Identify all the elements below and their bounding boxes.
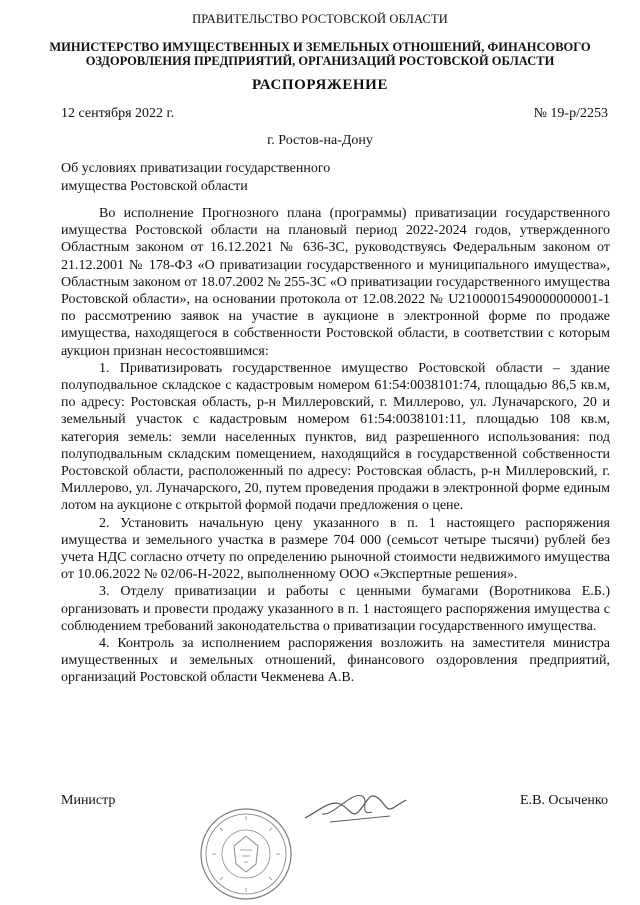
official-seal-stamp: [198, 806, 294, 902]
document-subject: [61, 160, 381, 195]
subject-line-2: имущества Ростовской области: [61, 178, 248, 194]
ministry-line-1: МИНИСТЕРСТВО ИМУЩЕСТВЕННЫХ И ЗЕМЕЛЬНЫХ ОТНОШЕНИЙ, ФИНАНСОВОГО: [49, 40, 591, 54]
document-city: г. Ростов-на-Дону: [267, 133, 373, 148]
ministry-header: [40, 40, 600, 68]
signatory-title: Министр: [61, 793, 116, 808]
document-date: 12 сентября 2022 г.: [61, 106, 175, 121]
subject-line-1: Об условиях приватизации государственного: [61, 161, 331, 176]
clause-4-paragraph: 4. Контроль за исполнением распоряжения возложить на заместителя министра имущественных и земельных отношений, финансового оздоровления предприятий, организаций Ростовской области Чекменева А.В.: [61, 636, 610, 686]
ministry-line-2: ОЗДОРОВЛЕНИЯ ПРЕДПРИЯТИЙ, ОРГАНИЗАЦИЙ РОСТОВСКОЙ ОБЛАСТИ: [85, 54, 555, 68]
document-type-title: РАСПОРЯЖЕНИЕ: [251, 77, 389, 93]
document-number: № 19-р/2253: [533, 106, 608, 121]
government-header: ПРАВИТЕЛЬСТВО РОСТОВСКОЙ ОБЛАСТИ: [192, 12, 448, 26]
clause-2-paragraph: 2. Установить начальную цену указанного в п. 1 настоящего распоряжения имущества и земельного участка в размере 704 000 (семьсот четыре тысячи) рублей без учета НДС согласно отчету по определению рыночной стоимости недвижимого имущества от 10.06.2022 № 02/06-Н-2022, выполненному ООО «Экспертные решения».: [61, 515, 610, 583]
preamble-paragraph: Во исполнение Прогнозного плана (программы) приватизации государственного имущества Ростовской области на плановый период 2022-2024 годов, утвержденного Областным законом от 16.12.2021 № 636-ЗС, руководствуясь Федеральным законом от 21.12.2001 № 178-ФЗ «О приватизации государственного и муниципального имущества», Областным законом от 18.07.2002 № 255-ЗС «О приватизации государственного имущества Ростовской области», на основании протокола от 12.08.2022 № U21000015490000000001-1 по рассмотрению заявок на участие в аукционе в электронной форме по продаже имущества, находящегося в собственности Ростовской области, в соответствии с которым аукцион признан несостоявшимся:: [61, 206, 610, 359]
handwritten-signature: [300, 780, 410, 830]
signatory-name: Е.В. Осыченко: [520, 793, 608, 808]
clause-3-paragraph: 3. Отделу приватизации и работы с ценными бумагами (Воротникова Е.Б.) организовать и провести продажу указанного в п. 1 настоящего распоряжения имущества с соблюдением требований законодательства о приватизации государственного имущества.: [61, 584, 610, 634]
clause-1-paragraph: 1. Приватизировать государственное имущество Ростовской области – здание полуподвальное складское с кадастровым номером 61:54:0038101:74, площадью 86,5 кв.м, по адресу: Ростовская область, р-н Миллеровский, г. Миллерово, ул. Луначарского, 20 и земельный участок с кадастровым номером 61:54:0038101:11, площадью 108 кв.м, категория земель: земли населенных пунктов, вид разрешенного использования: под полуподвальным складским помещением, находящийся в государственной собственности Ростовской области, расположенный по адресу: Ростовская область, р-н Миллеровский, г. Миллерово, ул. Луначарского, 20, путем проведения продажи в электронной форме единым лотом на аукционе с открытой формой подачи предложения о цене.: [61, 360, 610, 514]
document-body: [61, 205, 610, 687]
